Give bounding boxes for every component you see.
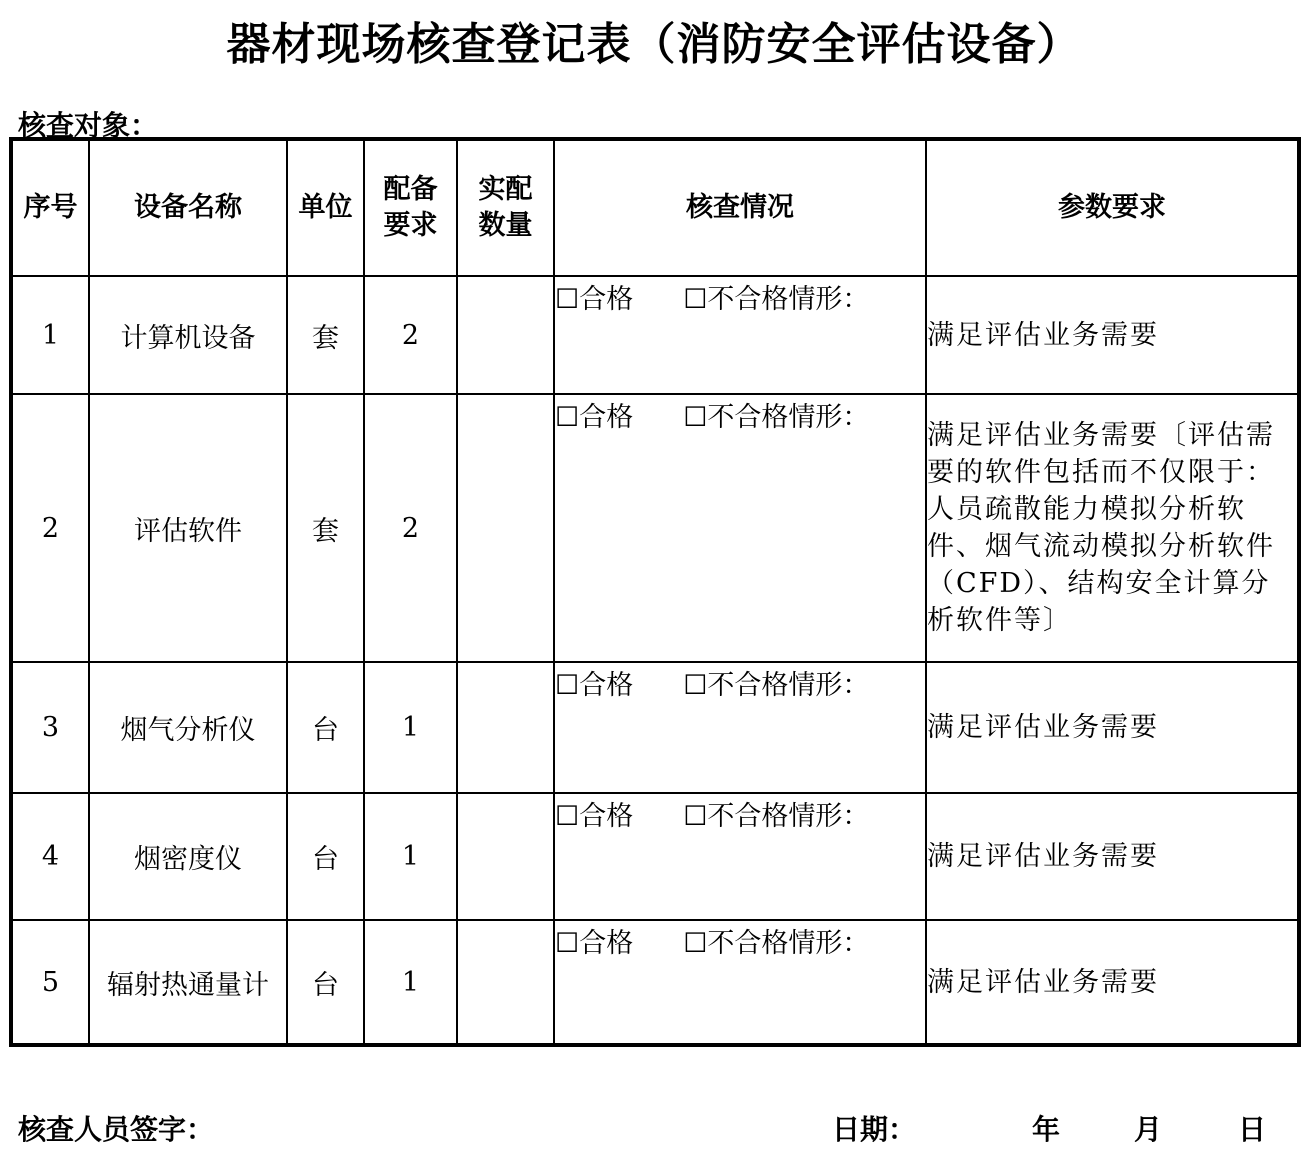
row-param-requirement: 满足评估业务需要 — [926, 793, 1299, 920]
row-unit: 台 — [287, 793, 364, 920]
row-actual-qty-input[interactable] — [457, 662, 554, 793]
row-seq: 3 — [11, 662, 89, 793]
row-param-requirement: 满足评估业务需要 — [926, 276, 1299, 394]
year-label: 年 — [1032, 1113, 1061, 1146]
pass-checkbox[interactable]: ☐合格 — [555, 402, 634, 433]
row-equipment-name: 计算机设备 — [89, 276, 287, 394]
table-row — [11, 394, 1299, 662]
row-check-status — [554, 394, 926, 662]
form-title: 器材现场核查登记表（消防安全评估设备） — [226, 19, 1082, 70]
row-check-status — [554, 276, 926, 394]
row-required-qty: 2 — [364, 276, 457, 394]
row-actual-qty-input[interactable] — [457, 276, 554, 394]
row-seq: 4 — [11, 793, 89, 920]
row-actual-qty-input[interactable] — [457, 920, 554, 1045]
row-unit: 套 — [287, 394, 364, 662]
header-actual-qty: 实配数量 — [457, 139, 554, 276]
row-equipment-name: 评估软件 — [89, 394, 287, 662]
fail-checkbox[interactable]: ☐不合格情形： — [683, 670, 870, 701]
row-check-status — [554, 920, 926, 1045]
row-required-qty: 2 — [364, 394, 457, 662]
pass-checkbox[interactable]: ☐合格 — [555, 928, 634, 959]
row-param-requirement: 满足评估业务需要 — [926, 920, 1299, 1045]
fail-checkbox[interactable]: ☐不合格情形： — [683, 928, 870, 959]
table-row — [11, 276, 1299, 394]
row-param-requirement: 满足评估业务需要〔评估需要的软件包括而不仅限于：人员疏散能力模拟分析软件、烟气流动模拟分析软件（CFD）、结构安全计算分析软件等〕 — [926, 394, 1299, 662]
fail-checkbox[interactable]: ☐不合格情形： — [683, 801, 870, 832]
row-required-qty: 1 — [364, 793, 457, 920]
row-actual-qty-input[interactable] — [457, 793, 554, 920]
row-actual-qty-input[interactable] — [457, 394, 554, 662]
signature-label: 核查人员签字： — [18, 1113, 215, 1146]
table-row — [11, 793, 1299, 920]
row-unit: 套 — [287, 276, 364, 394]
row-required-qty: 1 — [364, 920, 457, 1045]
header-param-requirement: 参数要求 — [926, 139, 1299, 276]
row-seq: 5 — [11, 920, 89, 1045]
row-unit: 台 — [287, 920, 364, 1045]
row-seq: 2 — [11, 394, 89, 662]
inspection-target-label: 核查对象： — [18, 109, 159, 142]
table-header-row — [11, 139, 1299, 276]
fail-checkbox[interactable]: ☐不合格情形： — [683, 402, 870, 433]
row-equipment-name: 辐射热通量计 — [89, 920, 287, 1045]
row-equipment-name: 烟密度仪 — [89, 793, 287, 920]
row-seq: 1 — [11, 276, 89, 394]
row-check-status — [554, 662, 926, 793]
pass-checkbox[interactable]: ☐合格 — [555, 670, 634, 701]
header-required-qty: 配备要求 — [364, 139, 457, 276]
table-row — [11, 920, 1299, 1045]
header-equipment-name: 设备名称 — [89, 139, 287, 276]
header-seq: 序号 — [11, 139, 89, 276]
row-equipment-name: 烟气分析仪 — [89, 662, 287, 793]
pass-checkbox[interactable]: ☐合格 — [555, 284, 634, 315]
row-required-qty: 1 — [364, 662, 457, 793]
row-check-status — [554, 793, 926, 920]
row-unit: 台 — [287, 662, 364, 793]
row-param-requirement: 满足评估业务需要 — [926, 662, 1299, 793]
date-label: 日期： — [832, 1113, 917, 1146]
pass-checkbox[interactable]: ☐合格 — [555, 801, 634, 832]
month-label: 月 — [1134, 1113, 1163, 1146]
fail-checkbox[interactable]: ☐不合格情形： — [683, 284, 870, 315]
table-row — [11, 662, 1299, 793]
header-unit: 单位 — [287, 139, 364, 276]
equipment-check-table — [9, 137, 1301, 1047]
header-check-status: 核查情况 — [554, 139, 926, 276]
day-label: 日 — [1238, 1113, 1267, 1146]
